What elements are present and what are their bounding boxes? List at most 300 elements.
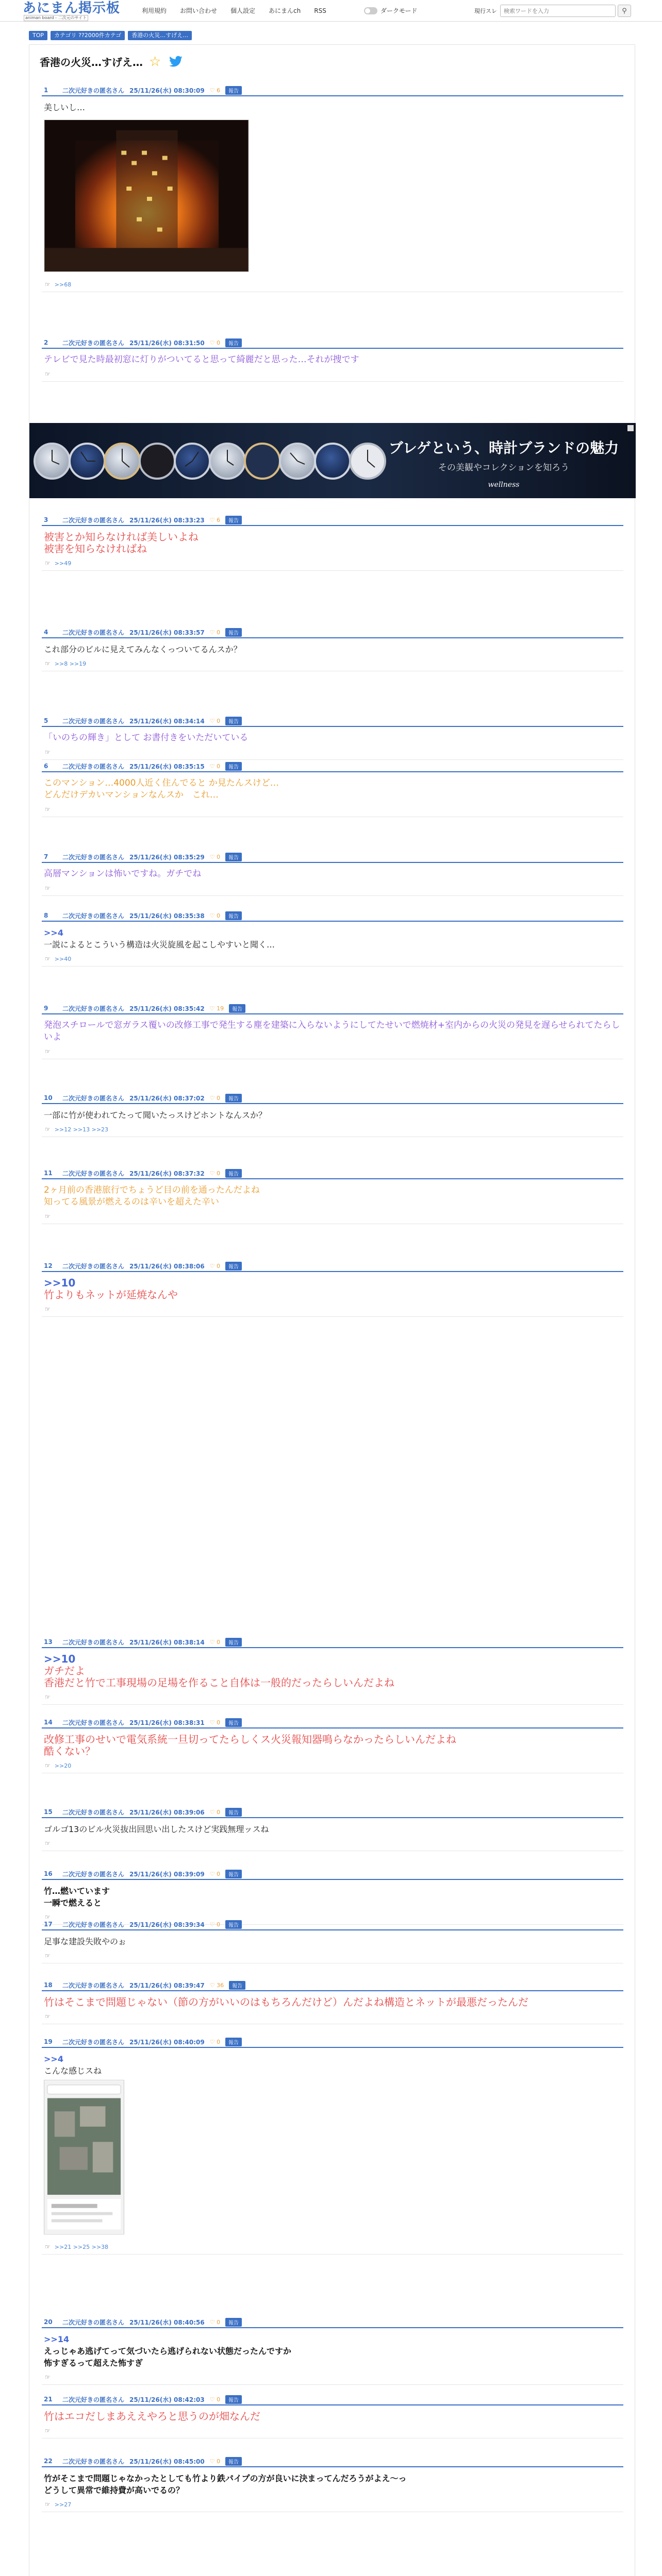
report-button[interactable]: 報告 <box>225 717 242 725</box>
like-icon[interactable]: ♡ 0 <box>209 1638 221 1646</box>
post-body <box>42 96 623 276</box>
reply-hand-icon[interactable]: ☞ <box>45 281 51 288</box>
reply-hand-icon[interactable]: ☞ <box>45 1126 51 1133</box>
post-text-line: 酷くない？ <box>44 1745 95 1757</box>
post-author: 二次元好きの匿名さん <box>62 1262 125 1270</box>
post-body <box>42 922 623 951</box>
post <box>42 761 623 817</box>
report-button[interactable]: 報告 <box>225 2318 242 2327</box>
post-separator <box>42 1316 623 1317</box>
post <box>42 337 623 382</box>
post-number[interactable]: 20 <box>44 2318 53 2326</box>
post-author: 二次元好きの匿名さん <box>62 339 125 347</box>
reply-hand-icon[interactable]: ☞ <box>45 660 51 667</box>
post-author: 二次元好きの匿名さん <box>62 1870 125 1878</box>
post-text-line: 香港だと竹で工事現場の足場を作ること自体は一般的だったらしいんだよね <box>44 1676 394 1689</box>
post-text-line: 「いのちの輝き」として お書付きをいただいている <box>44 733 249 743</box>
post <box>42 716 623 760</box>
post <box>42 852 623 896</box>
reply-hand-icon[interactable]: ☞ <box>45 2243 51 2250</box>
reply-hand-icon[interactable]: ☞ <box>45 806 51 813</box>
post-body <box>42 863 623 880</box>
like-count: 36 <box>217 1981 224 1989</box>
report-button[interactable]: 報告 <box>225 1169 242 1178</box>
logo-subtitle: animan board - 二次元のサイト <box>24 15 88 21</box>
post-separator <box>42 2254 623 2255</box>
reply-links[interactable]: >>68 <box>54 281 72 288</box>
post-date: 25/11/26(水) 08:42:03 <box>129 2396 205 2403</box>
post-header <box>42 2394 623 2405</box>
reply-hand-icon[interactable]: ☞ <box>45 1693 51 1701</box>
like-icon[interactable]: ♡ 0 <box>209 762 221 770</box>
post-date: 25/11/26(水) 08:37:32 <box>129 1170 205 1177</box>
post-body <box>42 349 623 366</box>
post-footer <box>42 370 623 378</box>
post-header <box>42 2317 623 2328</box>
like-count: 0 <box>217 2396 221 2403</box>
post-body <box>42 1014 623 1043</box>
post-date: 25/11/26(水) 08:35:29 <box>129 853 205 861</box>
nav-terms[interactable]: 利用規約 <box>142 7 167 14</box>
like-icon[interactable]: ♡ 0 <box>209 717 221 724</box>
post-author: 二次元好きの匿名さん <box>62 2038 125 2046</box>
post <box>42 85 623 292</box>
post-text-line: 2ヶ月前の香港旅行でちょうど目の前を通ったんだよね <box>44 1185 260 1195</box>
reply-hand-icon[interactable]: ☞ <box>45 885 51 892</box>
post-number[interactable]: 18 <box>44 1981 53 1989</box>
post-date: 25/11/26(水) 08:39:47 <box>129 1981 205 1989</box>
global-nav <box>135 6 333 15</box>
post-body <box>42 727 623 744</box>
post <box>42 910 623 967</box>
post-text-line: 竹がそこまで問題じゃなかったとしても竹より鉄パイプの方が良いに決まってんだろうがよえ～っ <box>44 2473 407 2483</box>
report-button[interactable]: 報告 <box>225 1262 242 1270</box>
post-date: 25/11/26(水) 08:34:14 <box>129 717 205 725</box>
post-separator <box>42 1704 623 1705</box>
post-text-line: 改修工事のせいで電気系統一旦切ってたらしくス火災報知器鳴らなかったらしいんだよね <box>44 1733 456 1745</box>
post-number[interactable]: 14 <box>44 1719 53 1726</box>
post-header <box>42 515 623 526</box>
post-date: 25/11/26(水) 08:33:23 <box>129 516 205 524</box>
reply-hand-icon[interactable]: ☞ <box>45 1952 51 1959</box>
breadcrumb-top[interactable]: TOP <box>29 31 47 40</box>
ad-subline: その美観やコレクションを知ろう <box>438 463 570 473</box>
like-icon[interactable]: ♡ 0 <box>209 2038 221 2045</box>
post-text-line: 一瞬で燃えると <box>44 1898 102 1908</box>
post-footer <box>42 748 623 756</box>
report-button[interactable]: 報告 <box>225 628 242 637</box>
post-author: 二次元好きの匿名さん <box>62 1170 125 1177</box>
post-separator <box>42 966 623 967</box>
post-number[interactable]: 5 <box>44 717 48 724</box>
post-author: 二次元好きの匿名さん <box>62 1094 125 1102</box>
post-number[interactable]: 15 <box>44 1808 53 1816</box>
like-count: 0 <box>217 339 221 346</box>
post-header <box>42 716 623 727</box>
post-text-line: 高層マンションは怖いですね。ガチでね <box>44 869 202 879</box>
like-icon[interactable]: ♡ 0 <box>209 1870 221 1877</box>
like-icon[interactable]: ♡ 0 <box>209 339 221 346</box>
like-count: 0 <box>217 1262 221 1269</box>
post-number[interactable]: 8 <box>44 912 48 919</box>
report-button[interactable]: 報告 <box>225 2038 242 2046</box>
like-icon[interactable]: ♡ 0 <box>209 2458 221 2465</box>
ad-brand: wellness <box>488 481 520 489</box>
post-author: 二次元好きの匿名さん <box>62 853 125 861</box>
report-button[interactable]: 報告 <box>225 911 242 920</box>
like-icon[interactable]: ♡ 0 <box>209 629 221 636</box>
post-header <box>42 337 623 349</box>
post-footer <box>42 805 623 814</box>
post <box>42 627 623 671</box>
like-icon[interactable]: ♡ 0 <box>209 1262 221 1269</box>
thread-container <box>29 44 635 2576</box>
reply-hand-icon[interactable]: ☞ <box>45 2013 51 2020</box>
post <box>42 2456 623 2512</box>
post-body <box>42 1930 623 1947</box>
post-date: 25/11/26(水) 08:33:57 <box>129 629 205 636</box>
post-text-line: こんな感じスね <box>44 2066 102 2076</box>
reply-links[interactable]: >>21 >>25 >>38 <box>54 2243 109 2250</box>
post-body <box>42 2467 623 2496</box>
post-header <box>42 85 623 96</box>
page-title: 香港の火災…すげえ… <box>40 56 143 69</box>
post <box>42 515 623 571</box>
post-text-line: テレビで見た時最初窓に灯りがついてると思って綺麗だと思った…それが捜です <box>44 354 359 365</box>
post-text-line: 知ってる風景が燃えるのは辛いを超えた辛い <box>44 1197 219 1207</box>
reply-anchor[interactable]: >>10 <box>44 1277 76 1289</box>
like-count: 0 <box>217 1719 221 1726</box>
post <box>42 1168 623 1224</box>
like-count: 0 <box>217 1808 221 1816</box>
post-text-line: このマンション…4000人近く住んでると か見たんスけど… <box>44 778 279 788</box>
reply-links[interactable]: >>12 >>13 >>23 <box>54 1126 109 1133</box>
like-count: 0 <box>217 2458 221 2465</box>
post-separator <box>42 895 623 896</box>
like-count: 0 <box>217 2038 221 2045</box>
site-logo[interactable] <box>23 1 126 21</box>
ad-headline: ブレゲという、時計ブランドの魅力 <box>388 439 619 456</box>
reply-hand-icon[interactable]: ☞ <box>45 1913 51 1921</box>
like-count: 0 <box>217 762 221 770</box>
reply-links[interactable]: >>27 <box>54 2501 72 2508</box>
report-button[interactable]: 報告 <box>225 2395 242 2404</box>
post-author: 二次元好きの匿名さん <box>62 516 125 524</box>
post-footer <box>42 559 623 567</box>
post-header <box>42 1869 623 1880</box>
reply-anchor[interactable]: >>14 <box>44 2334 70 2344</box>
report-button[interactable]: 報告 <box>225 1808 242 1817</box>
report-button[interactable]: 報告 <box>229 1004 245 1013</box>
like-icon[interactable]: ♡ 0 <box>209 1170 221 1177</box>
reply-anchor[interactable]: >>4 <box>44 928 63 938</box>
reply-hand-icon[interactable]: ☞ <box>45 1762 51 1769</box>
post-text-line: どんだけデカいマンションなんスか これ… <box>44 790 219 800</box>
post <box>42 1261 623 1317</box>
report-button[interactable]: 報告 <box>225 1638 242 1647</box>
post-author: 二次元好きの匿名さん <box>62 1005 125 1012</box>
post-separator <box>42 570 623 571</box>
search-icon[interactable]: ⚲ <box>618 5 631 17</box>
search-bar <box>474 4 641 18</box>
like-count: 0 <box>217 912 221 919</box>
like-count: 0 <box>217 1921 221 1928</box>
post-text-line: ガチだよ <box>44 1665 85 1677</box>
post-footer <box>42 1212 623 1221</box>
reply-hand-icon[interactable]: ☞ <box>45 1306 51 1313</box>
like-icon[interactable]: ♡ 0 <box>209 1094 221 1101</box>
like-count: 0 <box>217 629 221 636</box>
report-button[interactable]: 報告 <box>225 516 242 524</box>
reply-hand-icon[interactable]: ☞ <box>45 749 51 756</box>
post-number[interactable]: 1 <box>44 87 48 94</box>
post-footer <box>42 1839 623 1848</box>
reply-hand-icon[interactable]: ☞ <box>45 560 51 567</box>
post <box>42 1717 623 1773</box>
post-date: 25/11/26(水) 08:38:31 <box>129 1719 205 1726</box>
post <box>42 2037 623 2255</box>
like-count: 0 <box>217 1638 221 1646</box>
reply-links[interactable]: >>40 <box>54 955 72 962</box>
post-text-line: 発泡スチロールで窓ガラス覆いの改修工事で発生する塵を建築に入らないようにしてたせいで燃焼材+室内からの火災の発見を遅らせられてたらしいよ <box>44 1020 620 1042</box>
report-button[interactable]: 報告 <box>225 2457 242 2466</box>
reply-links[interactable]: >>49 <box>54 560 72 567</box>
post-body <box>42 2048 623 2239</box>
post-number[interactable]: 16 <box>44 1870 53 1877</box>
ad-banner[interactable] <box>29 423 636 498</box>
post-number[interactable]: 9 <box>44 1005 48 1012</box>
post-author: 二次元好きの匿名さん <box>62 2458 125 2465</box>
post-author: 二次元好きの匿名さん <box>62 1719 125 1726</box>
post-number[interactable]: 17 <box>44 1921 53 1928</box>
post-body <box>42 2405 623 2422</box>
like-icon[interactable]: ♡ 0 <box>209 912 221 919</box>
post-number[interactable]: 4 <box>44 629 48 636</box>
like-count: 6 <box>217 516 221 523</box>
post-header <box>42 2037 623 2048</box>
report-button[interactable]: 報告 <box>229 1981 245 1990</box>
post-author: 二次元好きの匿名さん <box>62 1981 125 1989</box>
post-date: 25/11/26(水) 08:39:09 <box>129 1870 205 1878</box>
post-separator <box>42 2384 623 2385</box>
post-text-line: ゴルゴ13のビル火災抜出回思い出したスけど実践無理ッスね <box>44 1824 269 1834</box>
like-icon[interactable]: ♡ 19 <box>209 1005 224 1012</box>
post-text-line: 竹よりもネットが延焼なんや <box>44 1289 178 1301</box>
search-input[interactable] <box>500 5 616 17</box>
aerial-map-screenshot[interactable] <box>44 2080 124 2234</box>
breadcrumb-category[interactable]: カテゴリ ??2000件カテゴ <box>51 31 125 40</box>
post-separator <box>42 759 623 760</box>
like-count: 0 <box>217 853 221 860</box>
post <box>42 1980 623 2024</box>
post-text-line: どうして異常で維持費が高いでるの？ <box>44 2485 185 2495</box>
post-text-line: これ部分のビルに見えてみんなくっついてるんスか？ <box>44 645 242 654</box>
post-number[interactable]: 6 <box>44 762 48 770</box>
reply-hand-icon[interactable]: ☞ <box>45 2501 51 2508</box>
post-header <box>42 2456 623 2467</box>
nav-contact[interactable]: お問い合わせ <box>180 7 218 14</box>
report-button[interactable]: 報告 <box>225 853 242 861</box>
like-icon[interactable]: ♡ 0 <box>209 2396 221 2403</box>
post-date: 25/11/26(水) 08:39:06 <box>129 1808 205 1816</box>
toggle-switch[interactable] <box>364 7 377 14</box>
post-date: 25/11/26(水) 08:30:09 <box>129 87 205 94</box>
post-header <box>42 1637 623 1648</box>
post-text-line: 被害とか知らなければ美しいよね <box>44 531 198 543</box>
report-button[interactable]: 報告 <box>225 338 242 347</box>
post-author: 二次元好きの匿名さん <box>62 717 125 725</box>
post-body <box>42 638 623 655</box>
post <box>42 1807 623 1851</box>
like-count: 0 <box>217 1170 221 1177</box>
reply-hand-icon[interactable]: ☞ <box>45 2427 51 2434</box>
post-date: 25/11/26(水) 08:35:38 <box>129 912 205 920</box>
post-author: 二次元好きの匿名さん <box>62 2318 125 2326</box>
post-footer <box>42 659 623 668</box>
like-count: 0 <box>217 1870 221 1877</box>
post-footer <box>42 1952 623 1960</box>
reply-links[interactable]: >>8 >>19 <box>54 660 87 667</box>
reply-hand-icon[interactable]: ☞ <box>45 370 51 378</box>
post <box>42 2317 623 2385</box>
like-icon[interactable]: ♡ 6 <box>209 87 221 94</box>
report-button[interactable]: 報告 <box>225 1718 242 1727</box>
like-count: 0 <box>217 2318 221 2326</box>
post-number[interactable]: 22 <box>44 2458 53 2465</box>
post-header <box>42 627 623 638</box>
like-icon[interactable]: ♡ 0 <box>209 1921 221 1928</box>
post-date: 25/11/26(水) 08:37:02 <box>129 1094 205 1102</box>
post-header <box>42 1168 623 1179</box>
post-number[interactable]: 19 <box>44 2038 53 2045</box>
like-icon[interactable]: ♡ 0 <box>209 853 221 860</box>
post-author: 二次元好きの匿名さん <box>62 1921 125 1928</box>
fire-photo[interactable] <box>44 120 249 272</box>
post-text-line: 一説によるとこういう構造は火災旋風を起こしやすいと聞く… <box>44 940 275 950</box>
post-body <box>42 526 623 555</box>
twitter-share-icon[interactable] <box>169 56 183 68</box>
post-footer <box>42 2373 623 2381</box>
reply-hand-icon[interactable]: ☞ <box>45 1213 51 1220</box>
post-body <box>42 1648 623 1689</box>
post-date: 25/11/26(水) 08:40:56 <box>129 2318 205 2326</box>
post-number[interactable]: 7 <box>44 853 48 860</box>
like-count: 0 <box>217 1094 221 1101</box>
post <box>42 1093 623 1137</box>
reply-hand-icon[interactable]: ☞ <box>45 1840 51 1847</box>
thread-title-row <box>40 54 183 69</box>
reply-links[interactable]: >>20 <box>54 1762 72 1769</box>
post-footer <box>42 280 623 289</box>
report-button[interactable]: 報告 <box>225 1920 242 1929</box>
post-number[interactable]: 12 <box>44 1262 53 1269</box>
post-header <box>42 1003 623 1014</box>
post-author: 二次元好きの匿名さん <box>62 912 125 920</box>
post-text-line: 竹…燃いています <box>44 1886 110 1896</box>
post-footer <box>42 2012 623 2021</box>
post-number[interactable]: 11 <box>44 1170 53 1177</box>
post-separator <box>42 381 623 382</box>
breadcrumb <box>29 31 192 40</box>
post-author: 二次元好きの匿名さん <box>62 2396 125 2403</box>
logo-text: あにまん掲示板 <box>23 1 121 16</box>
reply-hand-icon[interactable]: ☞ <box>45 2374 51 2381</box>
post-footer <box>42 1047 623 1056</box>
post-body <box>42 1272 623 1301</box>
search-scope[interactable]: 現行スレ <box>474 8 497 14</box>
post-footer <box>42 1761 623 1770</box>
post-header <box>42 1980 623 1991</box>
report-button[interactable]: 報告 <box>225 86 242 95</box>
like-icon[interactable]: ♡ 0 <box>209 1719 221 1726</box>
post-number[interactable]: 2 <box>44 339 48 346</box>
post-header <box>42 1093 623 1104</box>
post-number[interactable]: 3 <box>44 516 48 523</box>
like-icon[interactable]: ♡ 0 <box>209 2318 221 2326</box>
dark-mode-toggle[interactable] <box>364 6 418 15</box>
report-button[interactable]: 報告 <box>225 762 242 771</box>
post-footer <box>42 1125 623 1133</box>
post-header <box>42 910 623 922</box>
post-date: 25/11/26(水) 08:38:06 <box>129 1262 205 1270</box>
like-icon[interactable]: ♡ 6 <box>209 516 221 523</box>
post-header <box>42 852 623 863</box>
post-text-line: 美しいし… <box>44 103 86 112</box>
post-number[interactable]: 21 <box>44 2396 53 2403</box>
post-header <box>42 1807 623 1818</box>
post <box>42 2394 623 2438</box>
post-date: 25/11/26(水) 08:35:15 <box>129 762 205 770</box>
like-icon[interactable]: ♡ 0 <box>209 1808 221 1816</box>
post <box>42 1919 623 1963</box>
nav-rss[interactable]: RSS <box>314 7 326 14</box>
reply-anchor[interactable]: >>4 <box>44 2054 63 2064</box>
like-count: 19 <box>217 1005 224 1012</box>
report-button[interactable]: 報告 <box>225 1870 242 1878</box>
post-body <box>42 1179 623 1208</box>
post-header <box>42 1261 623 1272</box>
post-number[interactable]: 13 <box>44 1638 53 1646</box>
post-footer <box>42 884 623 892</box>
reply-hand-icon[interactable]: ☞ <box>45 1048 51 1055</box>
post-body <box>42 2328 623 2369</box>
post-date: 25/11/26(水) 08:31:50 <box>129 339 205 347</box>
post-text-line: 被害を知らなければね <box>44 543 147 555</box>
report-button[interactable]: 報告 <box>225 1094 242 1103</box>
post-header <box>42 1717 623 1728</box>
post-author: 二次元好きの匿名さん <box>62 762 125 770</box>
nav-animanch[interactable]: あにまんch <box>269 7 301 14</box>
post-text-line: 竹はそこまで問題じゃない（節の方がいいのはもちろんだけど）んだよね構造とネットが最悪だったんだ <box>44 1996 528 2008</box>
reply-hand-icon[interactable]: ☞ <box>45 955 51 962</box>
site-header <box>0 0 662 22</box>
post-date: 25/11/26(水) 08:45:00 <box>129 2458 205 2465</box>
post-number[interactable]: 10 <box>44 1094 53 1101</box>
nav-settings[interactable]: 個人設定 <box>230 7 256 14</box>
like-count: 0 <box>217 717 221 724</box>
post-date: 25/11/26(水) 08:35:42 <box>129 1005 205 1012</box>
post-header <box>42 761 623 772</box>
dark-mode-label: ダークモード <box>380 7 418 14</box>
like-count: 6 <box>217 87 221 94</box>
reply-anchor[interactable]: >>10 <box>44 1653 76 1665</box>
like-icon[interactable]: ♡ 36 <box>209 1981 224 1989</box>
star-icon[interactable]: ☆ <box>149 54 161 70</box>
ad-info-icon[interactable] <box>627 425 634 431</box>
breadcrumb-thread[interactable]: 香港の火災…すげえ… <box>128 31 192 40</box>
post-footer <box>42 2427 623 2435</box>
post-footer <box>42 1693 623 1701</box>
